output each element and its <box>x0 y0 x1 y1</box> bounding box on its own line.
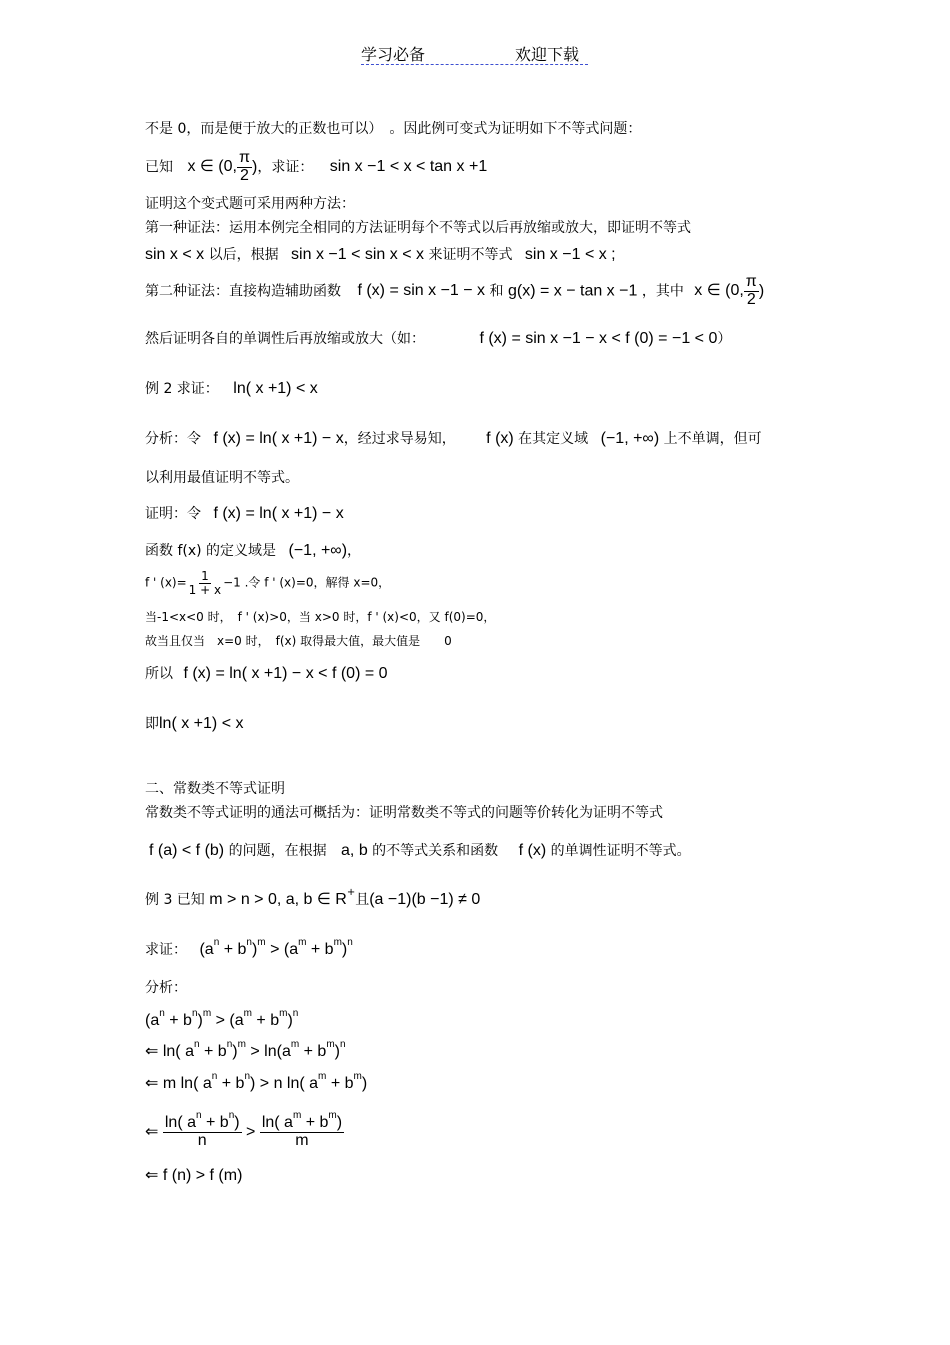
derivative-fraction: $\frac{1}{1 + x}$ <box>188 569 222 597</box>
section-2-method: f (a) < f (b) 的问题，在根据 a, b 的不等式关系和函数 f (x) 的单调性证明不等式。 <box>149 842 691 859</box>
header-left: 学习必备 <box>361 45 426 64</box>
therefore-line: 所以 f (x) = ln( x +1) − x < f (0) = 0 <box>145 665 388 682</box>
header-right: 欢迎下载 <box>515 45 580 64</box>
sign-line: 当-1<x<0 时， f ' (x)>0，当 x>0 时，f ' (x)<0，又 f(0)=0， <box>145 610 496 624</box>
pi-over-2-fraction: $\frac{\pi}{2}$ <box>745 273 757 308</box>
prove-line: 求证： $(a^n + b^n)^m > (a^m + b^m)^n$ <box>145 937 353 958</box>
inequality-main: $(a^n + b^n)^m > (a^m + b^m)^n$ <box>199 937 353 958</box>
step-5: ⇐ f (n) > f (m) <box>145 1167 243 1184</box>
line-method-1-detail: sin x < x 以后，根据 sin x −1 < sin x < x 来证明不等式 sin x −1 < x ; <box>145 246 616 263</box>
section-2-title: 二、常数类不等式证明 <box>145 781 285 797</box>
max-line: 故当且仅当 x=0 时， f(x) 取得最大值，最大值是 0 <box>145 634 452 648</box>
domain-line: 函数 f(x) 的定义域是 (−1, +∞)， <box>145 542 362 559</box>
example-3: 例 3 已知 m > n > 0, a, b ∈ R+且(a −1)(b −1) ≠ 0 <box>145 887 481 908</box>
step-2: ⇐ ln( $a^n + b^n)^m > \ln(a^m + b^m)^n$ <box>145 1039 346 1060</box>
step-3: ⇐ m ln( $a^n + b^n) > n$ ln( $a^m + b^m$) <box>145 1071 368 1092</box>
line-intro: 不是 0，而是便于放大的正数也可以） 。因此例可变式为证明如下不等式问题： <box>145 121 642 137</box>
line-method-2: 第二种证法：直接构造辅助函数 f (x) = sin x −1 − x 和 g(x) = x − tan x −1 ，其中 x ∈ (0, $\frac{\pi}{2}$ ) <box>145 273 765 308</box>
conclusion-line: 即ln( x +1) < x <box>145 715 244 732</box>
example-2: 例 2 求证： ln( x +1) < x <box>145 380 318 397</box>
step-1: $(a^n + b^n)^m > (a^m + b^m)^n$ <box>145 1008 299 1029</box>
analysis-2: 分析：令 f (x) = ln( x +1) − x，经过求导易知， f (x) 在其定义域 (−1, +∞) 上不单调，但可 <box>145 430 762 447</box>
analysis-3-label: 分析： <box>145 980 187 996</box>
section-2-intro: 常数类不等式证明的通法可概括为：证明常数类不等式的问题等价转化为证明不等式 <box>145 805 663 821</box>
proof-2: 证明：令 f (x) = ln( x +1) − x <box>145 505 344 522</box>
line-max-value: 以利用最值证明不等式。 <box>145 470 299 486</box>
pi-over-2-fraction: $\frac{\pi}{2}$ <box>238 149 250 184</box>
line-given: 已知 x ∈ (0, $\frac{\pi}{2}$ )，求证： sin x −1 < x < tan x +1 <box>145 149 488 184</box>
derivative-line: f ' (x)= $\frac{1}{1 + x}$ −1 .令 f ' (x)=0，解得 x=0， <box>145 569 391 597</box>
step-4: ⇐ $\frac{\ln( a^n + b^n)}{n}$ > $\frac{\ln( a^m + b^m)}{m}$ <box>145 1110 343 1149</box>
page-header <box>361 42 588 65</box>
line-monotonic: 然后证明各自的单调性后再放缩或放大（如： f (x) = sin x −1 − x < f (0) = −1 < 0） <box>145 330 732 347</box>
line-methods: 证明这个变式题可采用两种方法： <box>145 196 355 212</box>
line-method-1: 第一种证法：运用本例完全相同的方法证明每个不等式以后再放缩或放大，即证明不等式 <box>145 220 691 236</box>
